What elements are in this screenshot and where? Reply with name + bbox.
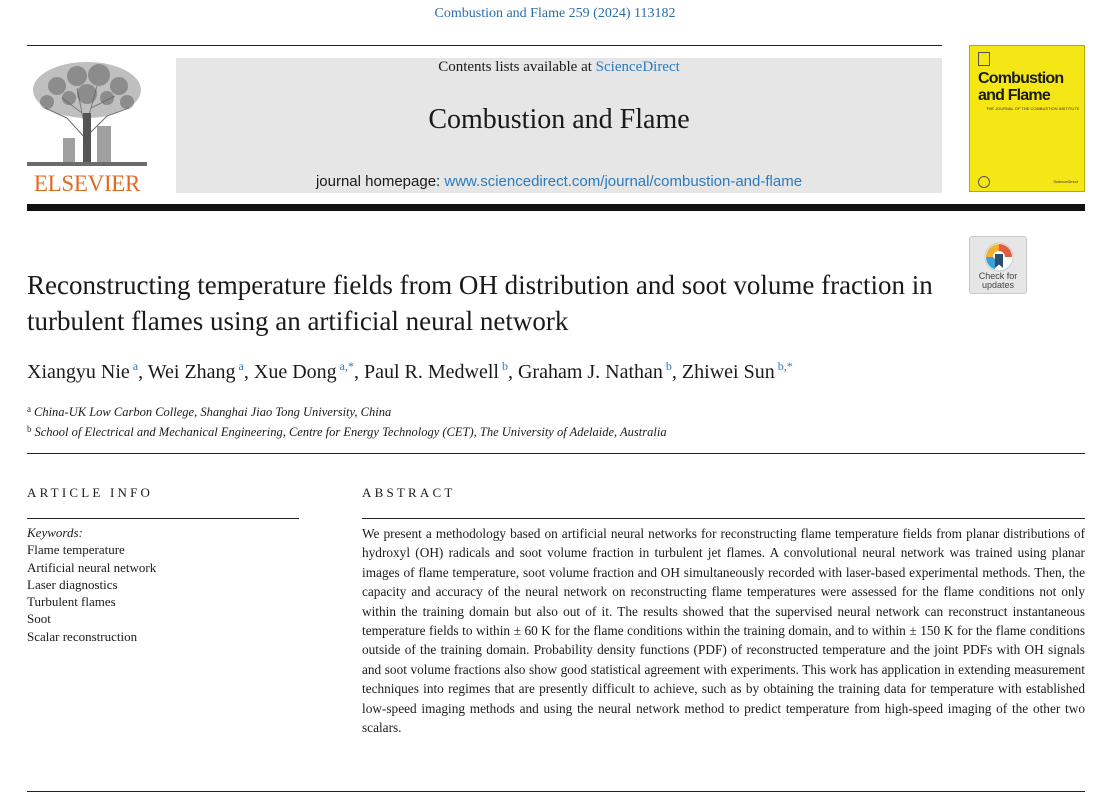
check-updates-line2: updates bbox=[981, 280, 1015, 290]
crossmark-icon bbox=[983, 241, 1015, 273]
affiliation-a bbox=[27, 401, 1087, 421]
keyword-item: Turbulent flames bbox=[27, 594, 116, 610]
author-list: Xiangyu Nie $^a$, Wei Zhang $^a$, Xue Dong $^{a,*}$, Paul R. Medwell $^b$, Graham J. Nathan $^b$, Zhiwei Sun $^{b,*}$ bbox=[27, 359, 793, 383]
top-divider bbox=[27, 45, 942, 46]
journal-title: Combustion and Flame bbox=[428, 104, 690, 135]
author-affiliation-mark[interactable]: a bbox=[238, 359, 244, 373]
abstract-divider bbox=[362, 518, 1085, 519]
author-affiliation-mark[interactable]: b bbox=[501, 359, 508, 373]
author-affiliation-mark[interactable]: a bbox=[132, 359, 139, 373]
contents-line bbox=[176, 59, 942, 76]
keywords-list bbox=[27, 524, 299, 645]
author-affiliation-mark[interactable]: a,* bbox=[339, 359, 354, 373]
journal-reference[interactable]: Combustion and Flame 259 (2024) 113182 bbox=[434, 6, 676, 21]
cover-title-line1: Combustion bbox=[978, 70, 1064, 87]
header-thick-divider bbox=[27, 204, 1085, 211]
journal-homepage-link[interactable]: www.sciencedirect.com/journal/combustion-and-flame bbox=[444, 173, 803, 190]
bottom-divider bbox=[27, 791, 1085, 792]
affiliation-mark: b bbox=[27, 424, 32, 434]
affiliation-mark: a bbox=[27, 404, 31, 414]
keyword-item: Scalar reconstruction bbox=[27, 628, 138, 644]
author-affiliation-mark[interactable]: b bbox=[665, 359, 672, 373]
affiliation-text: School of Electrical and Mechanical Engineering, Centre for Energy Technology (CET), The University of Adelaide, Australia bbox=[34, 425, 667, 439]
elsevier-logo[interactable] bbox=[27, 58, 147, 195]
keywords-label: Keywords: bbox=[27, 525, 83, 540]
cover-title bbox=[978, 70, 1082, 104]
affiliation-b bbox=[27, 421, 1087, 441]
affiliations bbox=[27, 401, 1087, 441]
article-title: Reconstructing temperature fields from OH distribution and soot volume fraction in turbulent flames using an artificial neural network bbox=[27, 270, 933, 336]
keyword-item: Flame temperature bbox=[27, 542, 125, 558]
homepage-line bbox=[176, 173, 942, 190]
keyword-item: Laser diagnostics bbox=[27, 576, 118, 592]
author-affiliation-mark[interactable]: b,* bbox=[777, 359, 793, 373]
contents-prefix: Contents lists available at bbox=[438, 59, 596, 75]
author-name[interactable]: Paul R. Medwell bbox=[363, 361, 499, 383]
article-info-heading: ARTICLE INFO bbox=[27, 485, 154, 500]
abstract-text: We present a methodology based on artificial neural networks for reconstructing flame temperature fields from planar distributions of hydroxyl (OH) radicals and soot volume fraction in turbulent jet flames. A convolutional neural network was trained using planar images of flame temperature, soot volume fraction and OH simultaneously recorded with laser-based experimental methods. Then, the capacity and accuracy of the neural network on reconstructing flame temperatures were assessed for the flame conditions not only within the training domain but also out of it. The results showed that the supervised neural network can reconstruct instantaneous temperature fields to within ± 60 K for the flame conditions within the training domain, and to within ± 150 K for the flame conditions outside of the training domain. Probability density functions (PDF) of reconstructed temperature and the joint PDFs with OH signals and soot volume fractions also show good statistical agreement with experiments. This work has application in extending measurement techniques into regimes that are presently difficult to achieve, such as by obtaining the training data for temperature with established low-speed imaging methods and using the neural network method to predict temperature from high-speed imaging of the other two scalars. bbox=[362, 526, 1085, 736]
cover-publisher-icon bbox=[978, 176, 990, 188]
check-updates-label bbox=[970, 272, 1026, 290]
author-name[interactable]: Zhiwei Sun bbox=[681, 361, 775, 383]
cover-subtitle: THE JOURNAL OF THE COMBUSTION INSTITUTE bbox=[986, 106, 1080, 111]
abstract-heading: ABSTRACT bbox=[362, 485, 456, 500]
keyword-item: Artificial neural network bbox=[27, 559, 157, 575]
keyword-item: Soot bbox=[27, 611, 51, 627]
affiliation-divider bbox=[27, 453, 1085, 454]
author-name[interactable]: Xiangyu Nie bbox=[27, 361, 130, 383]
journal-banner bbox=[176, 58, 942, 193]
author-name[interactable]: Xue Dong bbox=[253, 361, 337, 383]
journal-cover-thumbnail[interactable] bbox=[969, 45, 1085, 192]
author-name[interactable]: Wei Zhang bbox=[147, 361, 236, 383]
homepage-prefix: journal homepage: bbox=[315, 173, 445, 190]
cover-title-line2: and Flame bbox=[978, 87, 1050, 104]
author-name[interactable]: Graham J. Nathan bbox=[517, 361, 663, 383]
sciencedirect-link[interactable]: ScienceDirect bbox=[595, 59, 680, 75]
affiliation-text: China-UK Low Carbon College, Shanghai Jiao Tong University, China bbox=[34, 405, 392, 419]
elsevier-wordmark: ELSEVIER bbox=[33, 171, 141, 196]
elsevier-tree-icon bbox=[27, 58, 147, 168]
check-updates-line1: Check for bbox=[978, 271, 1018, 281]
article-info-divider bbox=[27, 518, 299, 519]
check-for-updates-button[interactable] bbox=[969, 236, 1027, 294]
cover-brand: ScienceDirect bbox=[1053, 179, 1078, 184]
cover-emblem-icon bbox=[978, 52, 990, 66]
